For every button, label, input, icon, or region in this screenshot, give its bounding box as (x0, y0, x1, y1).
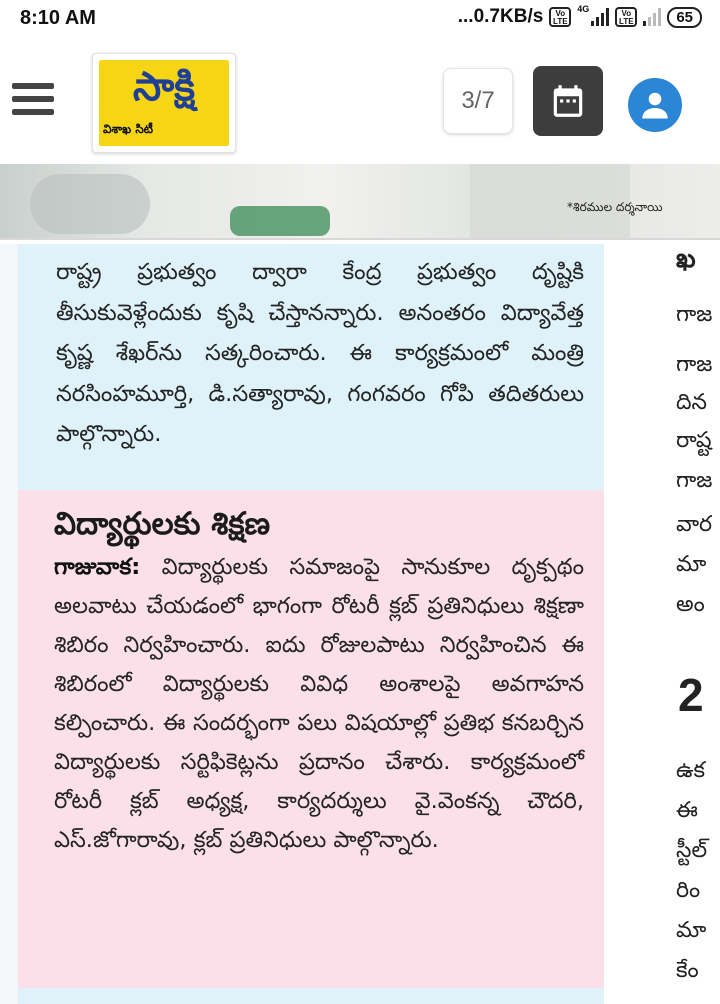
battery-icon: 65 (667, 7, 702, 28)
newspaper-page[interactable] (0, 244, 720, 1004)
logo-text: సాక్షి (132, 64, 196, 110)
previous-article (18, 244, 604, 490)
article-photo-strip (0, 164, 720, 240)
hamburger-menu-icon[interactable] (12, 83, 54, 117)
logo-edition: విశాఖ సిటీ (103, 122, 154, 136)
app-header (0, 40, 720, 164)
previous-article-text: రాష్ట్ర ప్రభుత్వం ద్వారా కేంద్ర ప్రభుత్వం దృష్టికి తీసుకువెళ్లేందుకు కృషి చేస్తానన్నారు. అనంతరం విద్యావేత్త కృష్ణ శేఖర్‌ను సత్కరించారు. ఈ కార్యక్రమంలో మంత్రి నరసింహమూర్తి, డి.సత్యారావు, గంగవరం గోపి తదితరులు పాల్గొన్నారు. (56, 259, 584, 447)
status-indicators (458, 6, 702, 28)
signal-strength-icon (591, 8, 609, 26)
logo-background (99, 60, 229, 146)
page-counter[interactable]: 3/7 (443, 68, 513, 134)
adjacent-line: గాజ (676, 352, 713, 377)
adjacent-column (604, 244, 720, 1004)
adjacent-line: మా (676, 552, 707, 577)
sakshi-logo[interactable] (92, 53, 236, 153)
adjacent-line: దిన (676, 390, 707, 415)
user-profile-icon[interactable] (628, 78, 682, 132)
article-headline: విద్యార్థులకు శిక్షణ (54, 506, 271, 542)
article-dateline: గాజువాక: (54, 554, 141, 580)
adjacent-line: మా (676, 918, 707, 943)
article-body (54, 548, 584, 860)
adjacent-line: గాజ (676, 302, 713, 327)
next-article-edge (18, 988, 604, 1004)
volte-icon-sim2: Vo LTE (615, 7, 637, 27)
adjacent-line: రిం (676, 878, 701, 903)
main-article (18, 490, 604, 1004)
network-speed: ...0.7KB/s (457, 6, 544, 27)
network-type: 4G (577, 4, 590, 14)
calendar-icon[interactable] (533, 66, 603, 136)
adjacent-line: రాష్ట (676, 428, 712, 453)
adjacent-line: ఉక (676, 758, 706, 783)
adjacent-line: స్టీల్ (676, 838, 708, 863)
adjacent-line: కేం (676, 958, 699, 983)
adjacent-headline-fragment: ఖ (676, 244, 696, 274)
adjacent-big-number: 2 (678, 669, 704, 721)
volte-icon: Vo LTE (549, 7, 571, 27)
photo-caption: *శిరముల దర్శనాయి (567, 200, 663, 214)
article-body-text: విద్యార్థులకు సమాజంపై సానుకూల దృక్పథం అలవాటు చేయడంలో భాగంగా రోటరీ క్లబ్ ప్రతినిధులు శిక్షణా శిబిరం నిర్వహించారు. ఐదు రోజులపాటు నిర్వహించిన ఈ శిబిరంలో విద్యార్థులకు వివిధ అంశాలపై అవగాహన కల్పించారు. ఈ సందర్భంగా పలు విషయాల్లో ప్రతిభ కనబర్చిన విద్యార్థులకు సర్టిఫికెట్లను ప్రదానం చేశారు. కార్యక్రమంలో రోటరీ క్లబ్ అధ్యక్ష, కార్యదర్శులు వై.వెంకన్న చౌదరి, ఎస్.జోగారావు, క్లబ్ ప్రతినిధులు పాల్గొన్నారు. (54, 554, 585, 853)
adjacent-line: అం (676, 592, 705, 617)
status-bar (0, 0, 720, 40)
signal-strength-icon-sim2 (643, 8, 661, 26)
status-time: 8:10 AM (20, 7, 96, 29)
adjacent-line: గాజ (676, 468, 713, 493)
adjacent-line: వార (676, 512, 713, 537)
adjacent-line: ఈ (676, 798, 698, 823)
